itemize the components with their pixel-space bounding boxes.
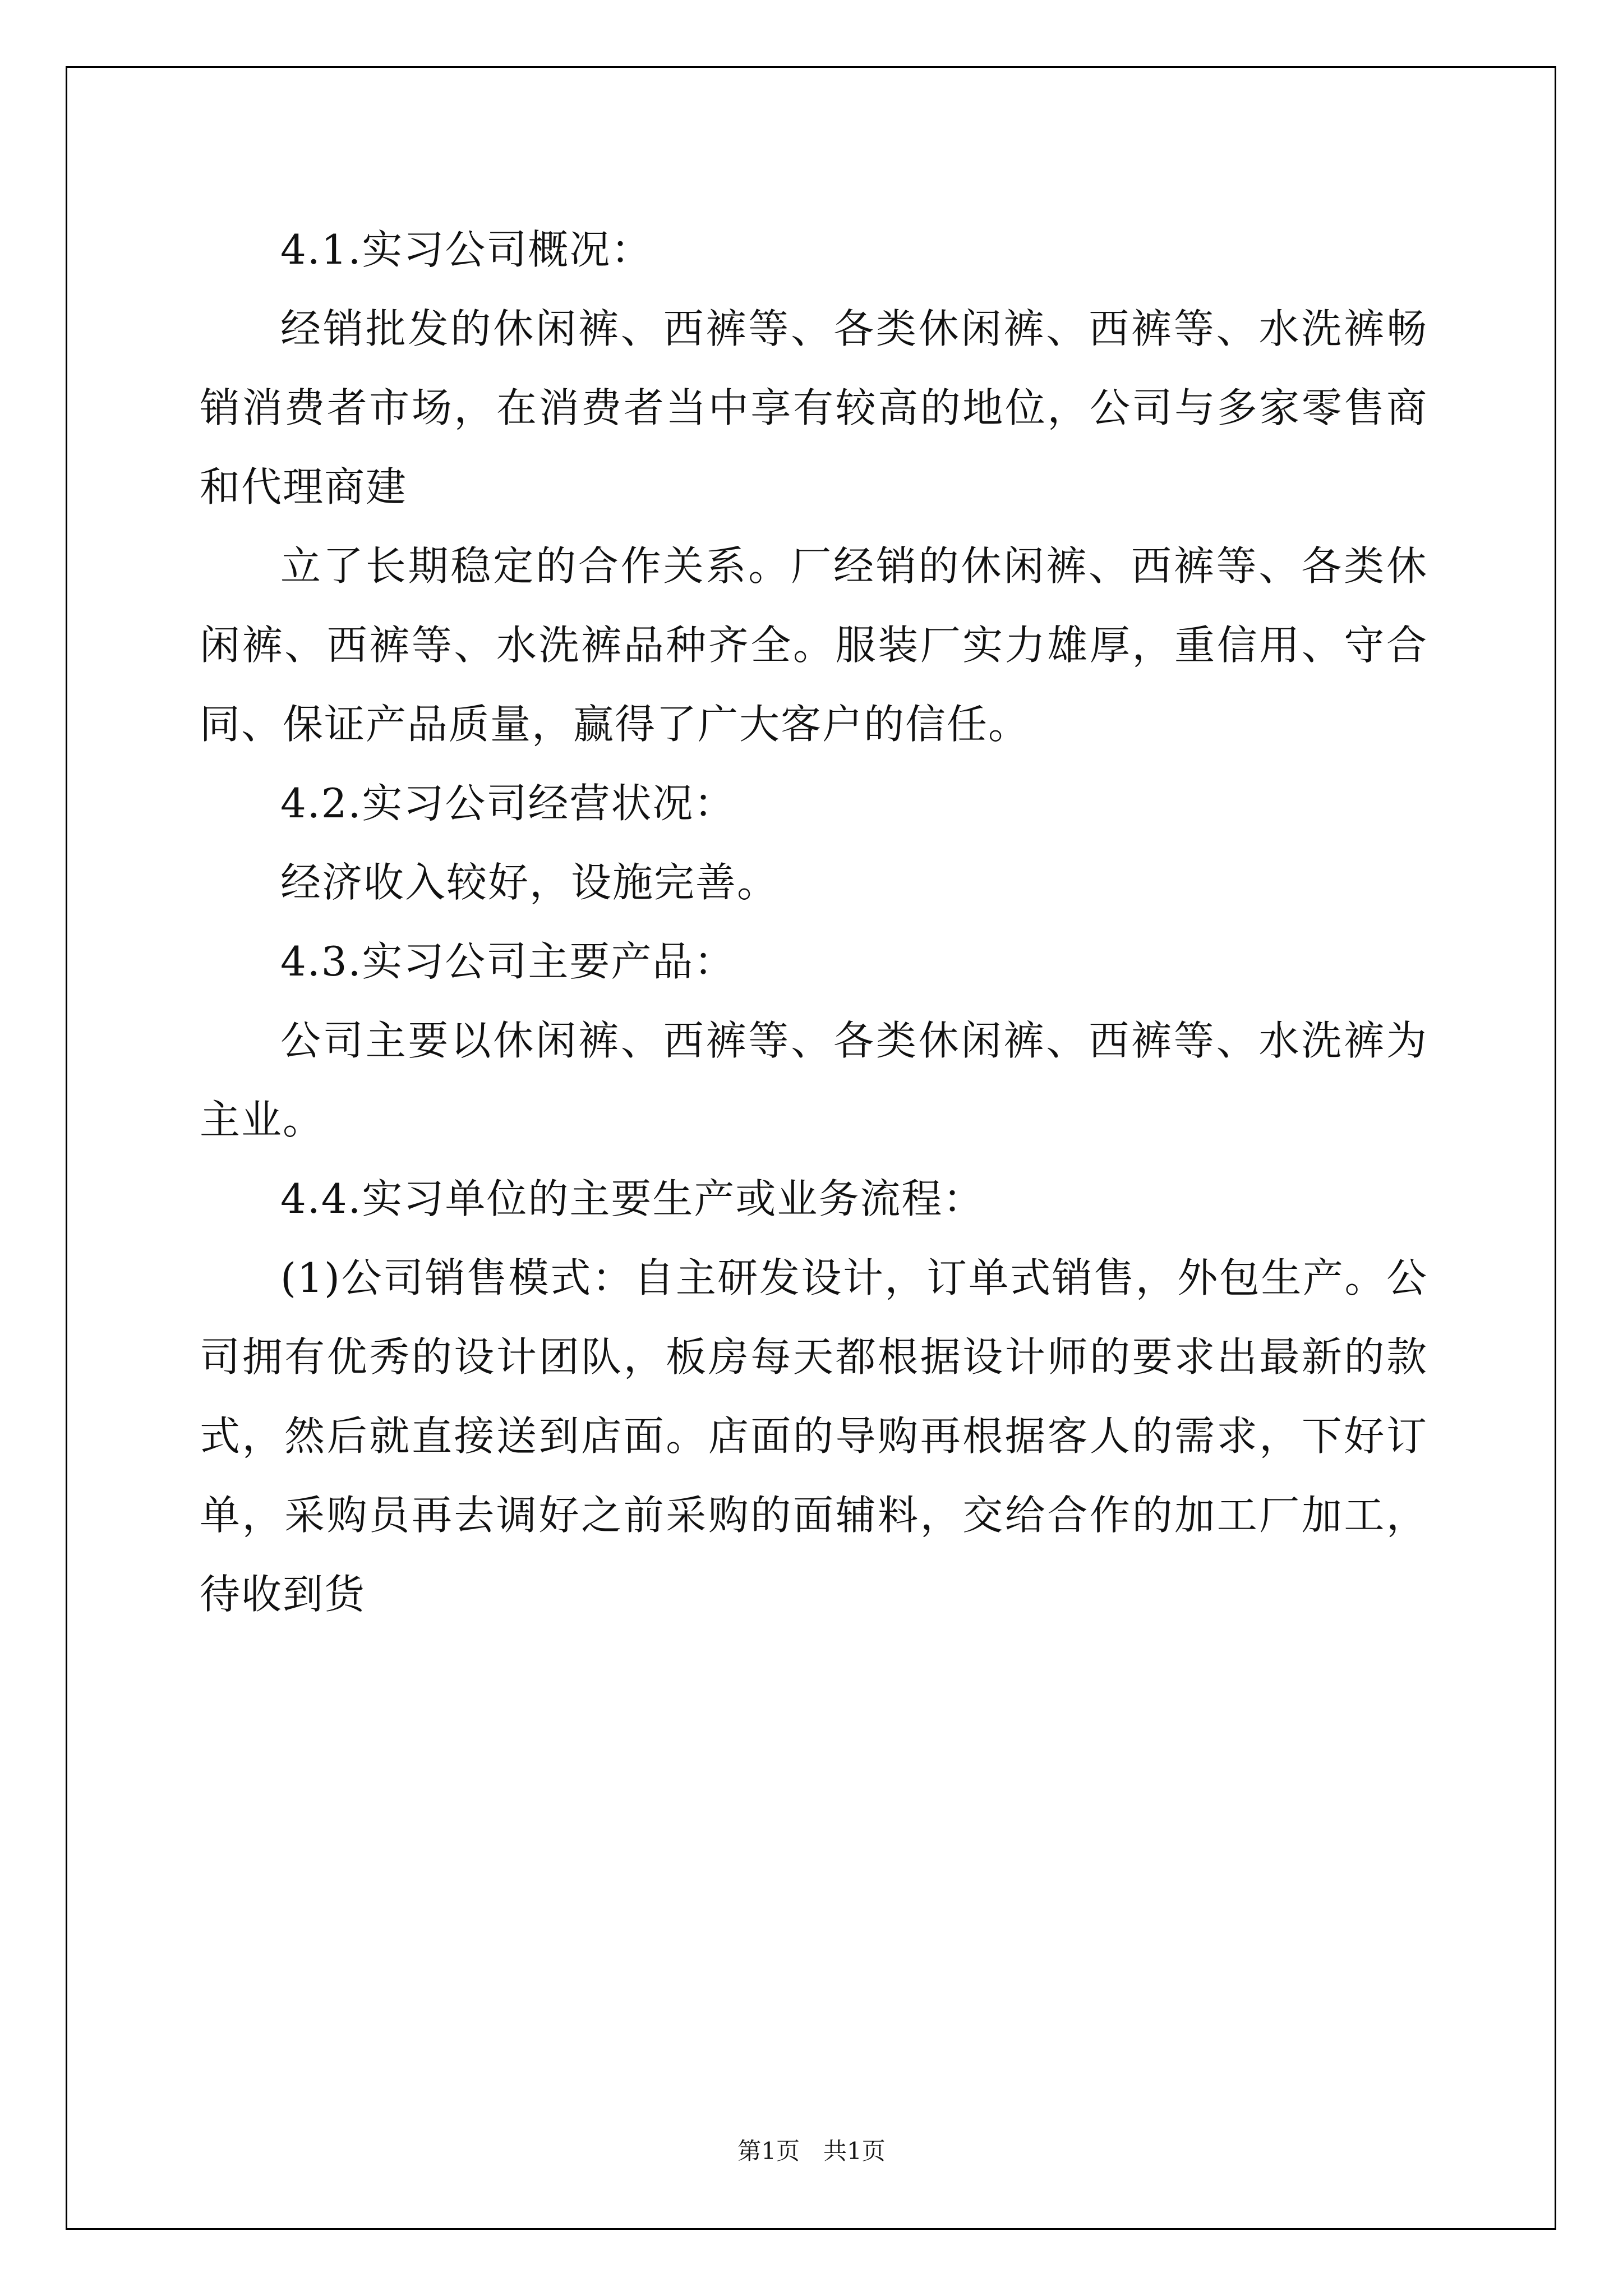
paragraph-sales-model: (1)公司销售模式：自主研发设计，订单式销售，外包生产。公司拥有优秀的设计团队，板房每天都根据设计师的要求出最新的款式，然后就直接送到店面。店面的导购再根据客人的需求，下好订单，采购员再去调好之前采购的面辅料，交给合作的加工厂加工，待收到货	[200, 1254, 1428, 1618]
paragraph-main-products: 公司主要以休闲裤、西裤等、各类休闲裤、西裤等、水洗裤为主业。	[200, 1017, 1428, 1143]
page-number-footer: 第1页 共1页	[737, 2137, 886, 2165]
paragraph-cooperation: 立了长期稳定的合作关系。厂经销的休闲裤、西裤等、各类休闲裤、西裤等、水洗裤品种齐全。服装厂实力雄厚，重信用、守合同、保证产品质量，赢得了广大客户的信任。	[200, 542, 1428, 748]
paragraph-business-status: 经济收入较好，设施完善。	[280, 859, 779, 906]
document-body	[200, 210, 1428, 1634]
section-heading-4-1: 4.1.实习公司概况：	[280, 226, 653, 273]
paragraph-company-overview: 经销批发的休闲裤、西裤等、各类休闲裤、西裤等、水洗裤畅销消费者市场，在消费者当中享有较高的地位，公司与多家零售商和代理商建	[200, 305, 1428, 510]
section-heading-4-2: 4.2.实习公司经营状况：	[280, 780, 736, 827]
section-heading-4-4: 4.4.实习单位的主要生产或业务流程：	[280, 1175, 985, 1222]
section-heading-4-3: 4.3.实习公司主要产品：	[280, 938, 736, 985]
